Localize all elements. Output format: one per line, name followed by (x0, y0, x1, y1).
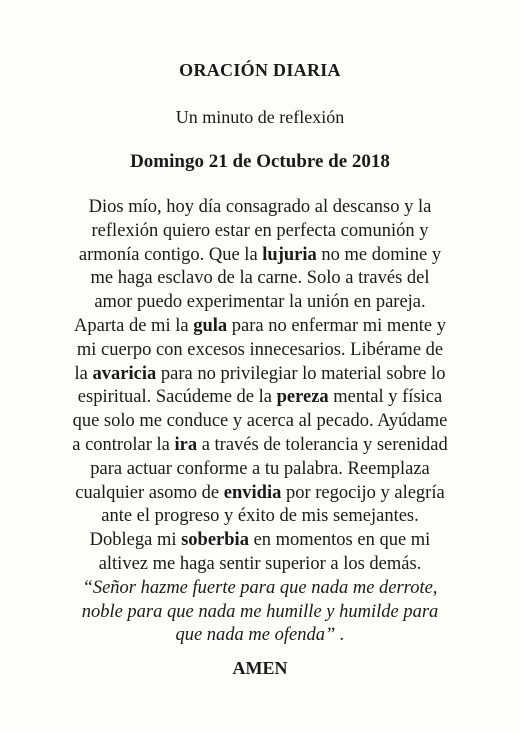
text-segment: me haga esclavo de la carne. Solo a través del (90, 268, 430, 289)
prayer-line (52, 505, 468, 529)
text-segment: a través de tolerancia y serenidad (197, 434, 448, 455)
text-segment: Aparta de mi la (74, 315, 194, 336)
sin-lujuria: lujuria (262, 244, 317, 265)
sin-gula: gula (193, 315, 228, 336)
prayer-line (52, 553, 468, 577)
sin-pereza: pereza (276, 387, 329, 408)
prayer-line (52, 339, 468, 363)
prayer-line (52, 220, 468, 244)
page-subtitle: Un minuto de reflexión (175, 107, 345, 127)
closing-amen: AMEN (232, 658, 288, 678)
prayer-line (52, 386, 468, 410)
page-title: ORACIÓN DIARIA (179, 60, 341, 80)
sin-soberbia: soberbia (181, 530, 249, 551)
text-segment: para no privilegiar lo material sobre lo (156, 363, 446, 384)
text-segment: no me domine y (316, 244, 442, 265)
text-segment: en momentos en que mi (248, 530, 431, 551)
prayer-line (52, 410, 468, 434)
text-segment: Dios mío, hoy día consagrado al descanso y la (88, 197, 432, 217)
text-segment: por regocijo y alegría (281, 482, 445, 503)
text-segment: altivez me haga sentir superior a los demás. (98, 553, 422, 574)
prayer-line (52, 244, 468, 268)
prayer-line (52, 196, 468, 220)
text-segment: reflexión quiero estar en perfecta comunión y (91, 220, 429, 241)
text-segment: mi cuerpo con excesos innecesarios. Libérame de (76, 339, 444, 360)
prayer-line (52, 291, 468, 315)
text-segment: para no enfermar mi mente y (227, 315, 446, 336)
prayer-line (52, 434, 468, 458)
text-segment: cualquier asomo de (75, 482, 224, 503)
prayer-line (52, 363, 468, 387)
text-segment: a controlar la (72, 434, 175, 455)
prayer-line (52, 458, 468, 482)
text-segment: para actuar conforme a tu palabra. Reemplaza (90, 458, 430, 479)
text-segment: que solo me conduce y acerca al pecado. Ayúdame (72, 411, 448, 432)
quote-line: noble para que nada me humille y humilde para (81, 601, 439, 622)
sin-envidia: envidia (223, 482, 282, 503)
prayer-line (52, 315, 468, 339)
prayer-line (52, 267, 468, 291)
text-segment: armonía contigo. Que la (78, 244, 263, 265)
text-segment: mental y física (328, 387, 443, 408)
sin-ira: ira (174, 434, 198, 455)
text-segment: Doblega mi (89, 530, 182, 551)
text-segment: la (74, 363, 93, 384)
text-segment: espiritual. Sacúdeme de la (77, 387, 277, 408)
prayer-line (52, 482, 468, 506)
quote-line: “Señor hazme fuerte para que nada me derrote, (82, 577, 438, 598)
text-segment: amor puedo experimentar la unión en pareja. (94, 292, 426, 313)
prayer-date: Domingo 21 de Octubre de 2018 (130, 151, 390, 172)
sin-avaricia: avaricia (92, 363, 157, 384)
text-segment: ante el progreso y éxito de mis semejantes. (101, 506, 419, 527)
quote-line: que nada me ofenda” . (175, 625, 345, 646)
prayer-body (52, 196, 468, 648)
prayer-line (52, 529, 468, 553)
